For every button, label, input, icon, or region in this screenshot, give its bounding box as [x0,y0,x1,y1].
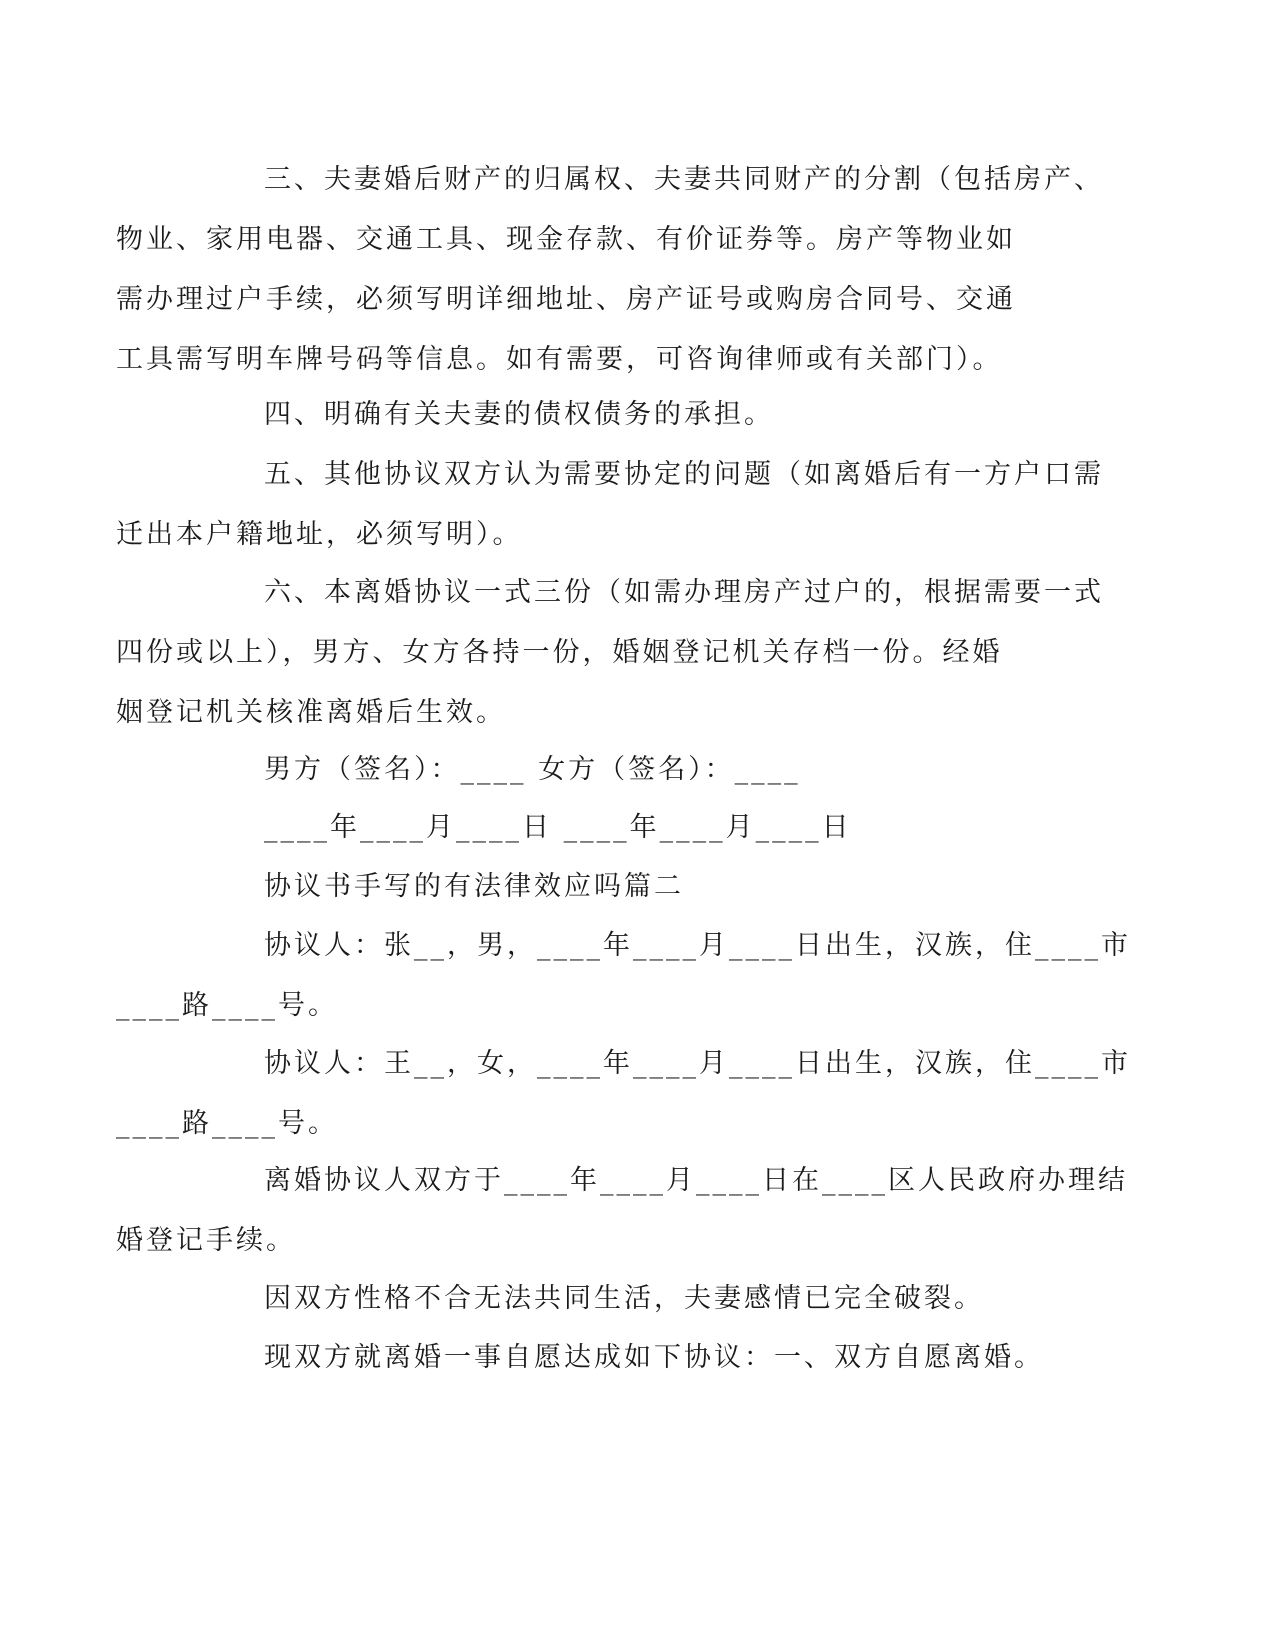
text-line: 物业、家用电器、交通工具、现金存款、有价证券等。房产等物业如 [116,224,1016,255]
text-line: 三、夫妻婚后财产的归属权、夫妻共同财产的分割（包括房产、 [264,164,1104,195]
text-line: 迁出本户籍地址，必须写明）。 [116,519,523,550]
paragraph-agreement: 现双方就离婚一事自愿达成如下协议：一、双方自愿离婚。 [264,1342,1044,1373]
text-line: 协议人：王__，女，____年____月____日出生，汉族，住____市 [264,1048,1131,1079]
text-line: 四份或以上），男方、女方各持一份，婚姻登记机关存档一份。经婚 [116,637,1003,668]
paragraph-other-issues [116,445,1104,565]
text-line: ____路____号。 [116,990,338,1021]
paragraph-marriage-registration [116,1151,1128,1271]
section-title: 协议书手写的有法律效应吗篇二 [264,871,684,902]
text-line: 五、其他协议双方认为需要协定的问题（如离婚后有一方户口需 [264,459,1104,490]
paragraph-party-one [116,916,1131,1036]
text-line: 离婚协议人双方于____年____月____日在____区人民政府办理结 [264,1165,1128,1196]
paragraph-property-division [116,150,1104,390]
text-line: 婚登记手续。 [116,1225,296,1256]
text-line: 协议人：张__，男，____年____月____日出生，汉族，住____市 [264,930,1131,961]
paragraph-reason: 因双方性格不合无法共同生活，夫妻感情已完全破裂。 [264,1283,984,1314]
text-line: 姻登记机关核准离婚后生效。 [116,697,506,728]
text-line: ____路____号。 [116,1108,338,1139]
paragraph-party-two [116,1034,1131,1154]
date-line: ____年____月____日 ____年____月____日 [264,812,852,843]
signature-line: 男方（签名）：____ 女方（签名）：____ [264,754,801,785]
text-line: 六、本离婚协议一式三份（如需办理房产过户的，根据需要一式 [264,577,1104,608]
paragraph-copies [116,563,1104,743]
text-line: 工具需写明车牌号码等信息。如有需要，可咨询律师或有关部门）。 [116,344,1003,375]
text-line: 需办理过户手续，必须写明详细地址、房产证号或购房合同号、交通 [116,284,1016,315]
paragraph-debts: 四、明确有关夫妻的债权债务的承担。 [264,399,774,430]
